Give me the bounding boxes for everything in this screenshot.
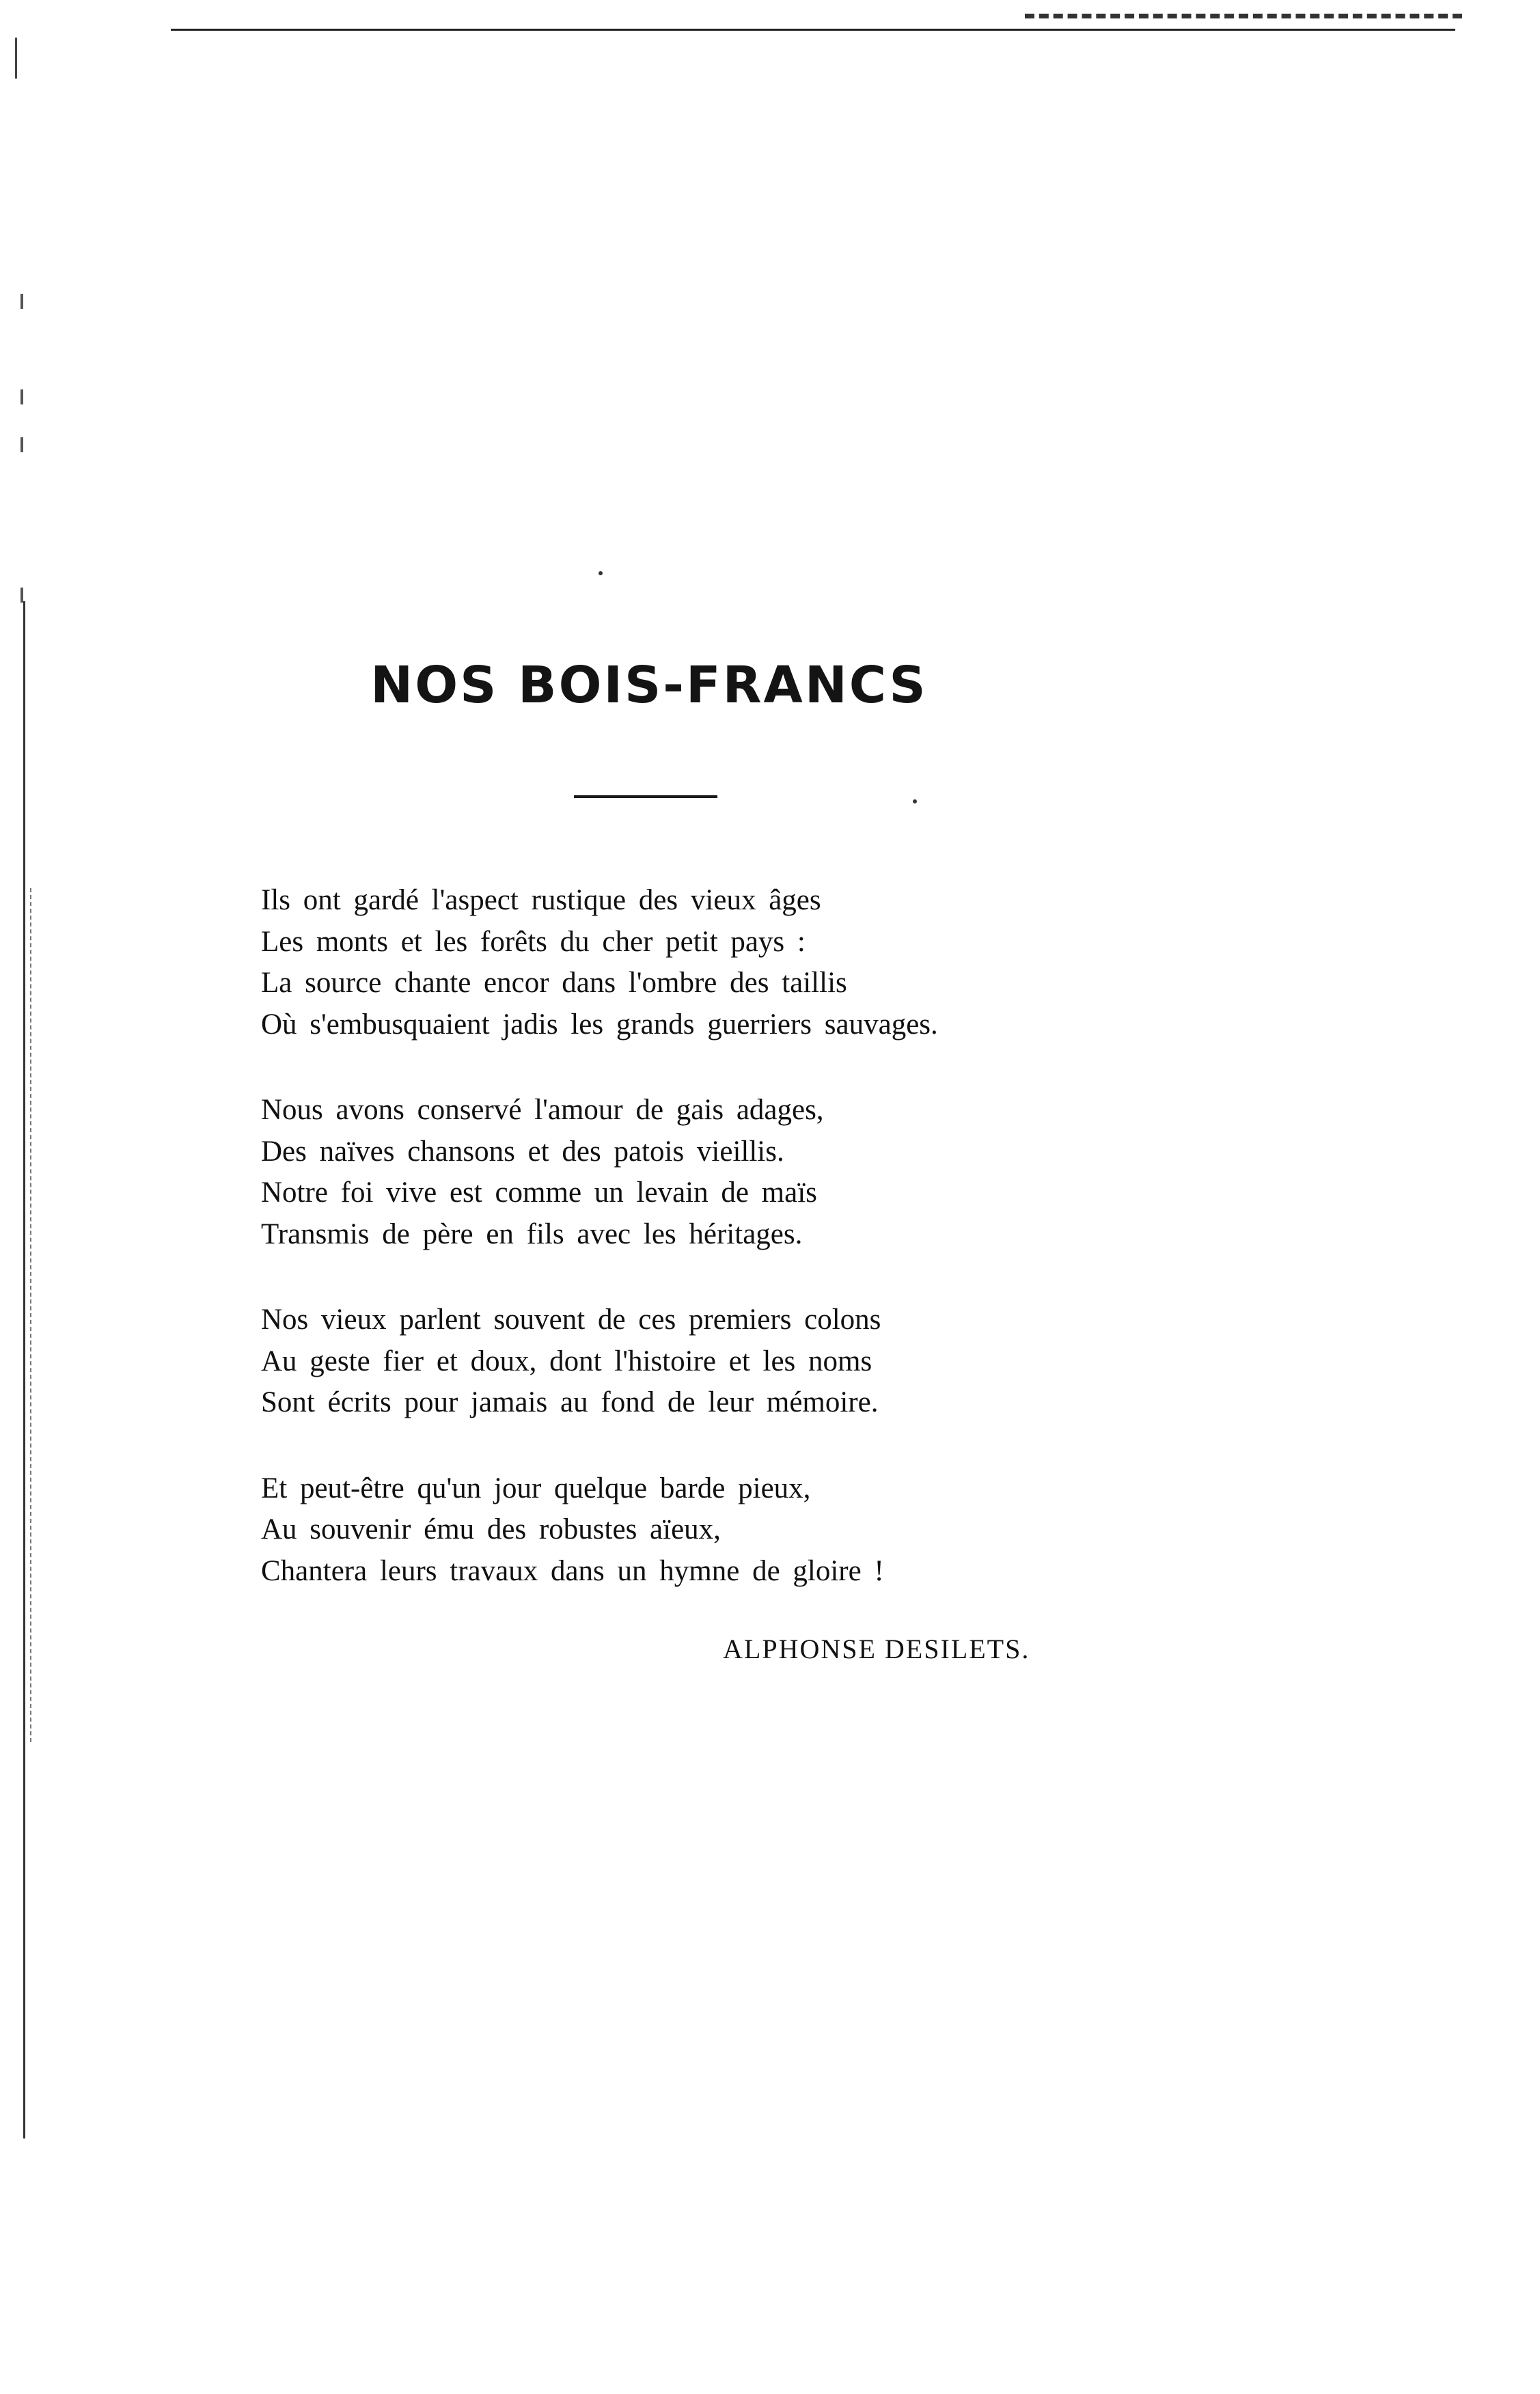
author-signature: ALPHONSE DESILETS. [723, 1634, 1030, 1664]
scan-left-edge [23, 601, 25, 2138]
scan-left-edge-faint [30, 888, 31, 1742]
poem-line: Les monts et les forêts du cher petit pays : [261, 925, 806, 958]
poem-line: Chantera leurs travaux dans un hymne de gloire ! [261, 1554, 884, 1587]
poem-line: Nos vieux parlent souvent de ces premiers colons [261, 1304, 881, 1336]
poem-title: NOS BOIS-FRANCS [370, 656, 928, 715]
stanza [261, 880, 1149, 1045]
poem-line: La source chante encor dans l'ombre des taillis [261, 967, 847, 999]
scan-corner-mark [15, 38, 29, 79]
stanza [261, 1299, 1149, 1424]
poem-line: Ils ont gardé l'aspect rustique des vieux âges [261, 884, 821, 916]
scan-edge-dot [20, 588, 23, 603]
poem-line: Où s'embusquaient jadis les grands guerriers sauvages. [261, 1008, 938, 1041]
poem-line: Transmis de père en fils avec les héritages. [261, 1217, 803, 1250]
scan-edge-dot [20, 389, 23, 404]
poem-line: Et peut-être qu'un jour quelque barde pieux, [261, 1472, 811, 1504]
poem-line: Notre foi vive est comme un levain de maïs [261, 1177, 817, 1209]
scan-top-rule [171, 29, 1455, 31]
scan-speck [913, 799, 917, 803]
scan-speck [599, 571, 603, 575]
poem-body [261, 880, 1149, 1636]
scan-top-rule-dark [1025, 14, 1462, 18]
poem-line: Nous avons conservé l'amour de gais adages, [261, 1094, 824, 1126]
poem-line: Des naïves chansons et des patois vieillis. [261, 1135, 784, 1168]
scan-edge-dot [20, 294, 23, 309]
stanza [261, 1468, 1149, 1593]
poem-line: Au geste fier et doux, dont l'histoire et les noms [261, 1345, 872, 1377]
stanza [261, 1090, 1149, 1255]
scan-edge-dot [20, 437, 23, 452]
title-divider [574, 795, 717, 798]
poem-line: Au souvenir ému des robustes aïeux, [261, 1513, 721, 1545]
poem-line: Sont écrits pour jamais au fond de leur mémoire. [261, 1386, 879, 1418]
